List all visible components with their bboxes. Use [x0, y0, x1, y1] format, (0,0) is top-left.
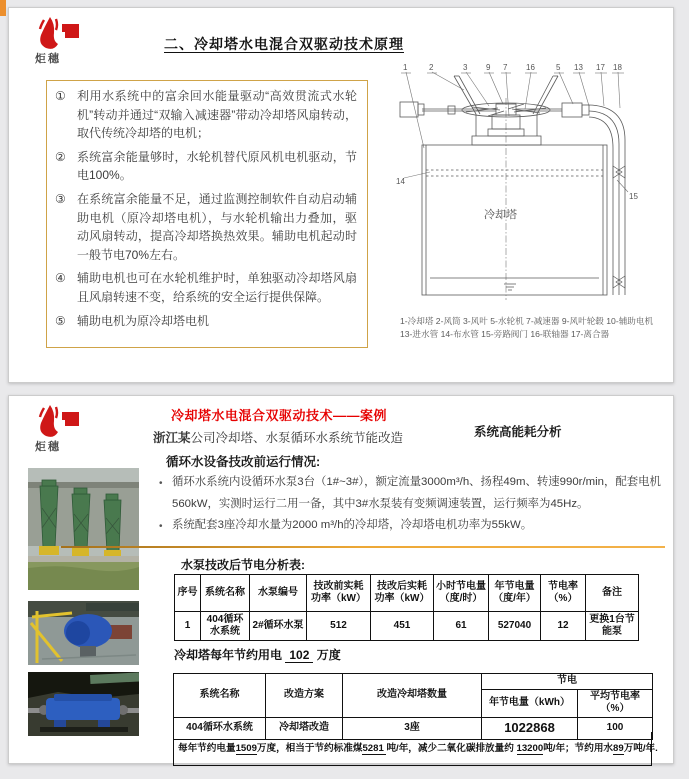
bullet-item: [159, 472, 671, 515]
list-item-number: ③: [55, 191, 66, 206]
company-logo: [35, 16, 87, 66]
list-item-text: 利用水系统中的富余回水能量驱动“高效贯流式水轮机”转动并通过“双输入减速器”带动冷却塔风扇转动，取代传统冷却塔的电机；: [77, 89, 357, 141]
col-header: 年节电量（度/年）: [489, 575, 541, 612]
cell: 61: [434, 612, 489, 641]
pump-savings-table: [174, 574, 639, 641]
cell: 1: [175, 612, 201, 641]
slide1-title: 二、冷却塔水电混合双驱动技术原理: [164, 36, 404, 52]
table2-footer-summary: [173, 732, 658, 766]
callout-5: 5: [556, 63, 561, 72]
bullet-text: 系统配套3座冷却水量为2000 m³/h的冷却塔，冷却塔电机功率为55kW。: [172, 519, 533, 532]
col-header: 改造方案: [266, 674, 343, 718]
list-item: [55, 87, 357, 143]
note-value: 102: [285, 648, 313, 663]
section-divider-line: [61, 546, 665, 548]
list-item: [55, 148, 357, 185]
callout-18: 18: [613, 63, 622, 72]
table1-title: 水泵技改后节电分析表:: [181, 558, 305, 572]
callout-14: 14: [396, 177, 405, 186]
legend-line-2: 13-进水管 14-布水管 15-旁路阀门 16-联轴器 17-离合器: [400, 329, 610, 340]
footer-text: 每年节约电量: [178, 743, 236, 754]
cell: 3座: [343, 717, 482, 739]
bullet-marker: •: [159, 521, 163, 533]
tower-label: 冷却塔: [484, 209, 517, 221]
col-header: 节电率（%）: [541, 575, 586, 612]
section-heading: 循环水设备技改前运行情况:: [166, 455, 321, 469]
callout-17: 17: [596, 63, 605, 72]
bullet-marker: •: [159, 478, 163, 489]
logo-text: 炬穗: [35, 441, 61, 453]
flame-logo-icon: [35, 404, 83, 440]
principle-list-box: [46, 80, 368, 348]
col-header: 年节电量（kWh）: [482, 689, 578, 717]
list-item: [55, 190, 357, 264]
cell: 冷却塔改造: [266, 717, 343, 739]
col-header: 系统名称: [174, 674, 266, 718]
cooling-tower-diagram: [392, 60, 677, 342]
callout-1: 1: [403, 63, 408, 72]
callout-13: 13: [574, 63, 583, 72]
col-header: 技改前实耗功率（kW）: [307, 575, 371, 612]
callout-7: 7: [503, 63, 508, 72]
list-item-number: ⑤: [55, 313, 66, 328]
cell: 1022868: [482, 717, 578, 739]
callout-16: 16: [526, 63, 535, 72]
col-header: 小时节电量（度/时）: [434, 575, 489, 612]
list-item-text: 在系统富余能量不足，通过监测控制软件自动启动辅助电机（原冷却塔电机），与水轮机输出力叠加，驱动风扇转动，提高冷却塔换热效果。辅助电机起动时一般节电70%左右。: [77, 191, 357, 262]
footer-value: 5281: [362, 743, 387, 754]
col-header: 技改后实耗功率（kW）: [371, 575, 434, 612]
list-item-number: ①: [55, 89, 66, 103]
callout-3: 3: [463, 63, 468, 72]
col-header: 序号: [175, 575, 201, 612]
cell: 527040: [489, 612, 541, 641]
note-prefix: 冷却塔每年节约用电: [174, 648, 283, 662]
list-item-text: 辅助电机也可在水轮机维护时，单独驱动冷却塔风扇且风扇转速不变，给系统的安全运行提供保障。: [77, 271, 357, 304]
cell: 2#循环水泵: [250, 612, 307, 641]
slide2-title: 冷却塔水电混合双驱动技术——案例: [171, 408, 388, 423]
bullet-item: [159, 515, 671, 537]
list-item-text: 辅助电机为原冷却塔电机: [77, 313, 210, 328]
legend-line-1: 1-冷却塔 2-风筒 3-风叶 5-水轮机 7-减速器 9-风叶轮毂 10-辅助电机: [400, 316, 654, 326]
footer-value: 1509: [235, 743, 257, 754]
list-item-number: ④: [55, 271, 66, 286]
callout-15: 15: [629, 192, 638, 201]
photo-gearbox-drive-unit: [28, 672, 139, 741]
cooling-tower-schematic-drawing: [392, 60, 677, 312]
list-item: [55, 269, 357, 306]
company-logo: [35, 404, 87, 454]
annual-saving-note: [174, 646, 341, 663]
cell: 12: [541, 612, 586, 641]
group-header: 节电: [482, 674, 653, 690]
callout-9: 9: [486, 63, 491, 72]
cell: 404循环水系统: [201, 612, 250, 641]
footer-text: 万吨/年.: [623, 743, 658, 754]
footer-text: 万度，相当于节约标准煤: [256, 743, 363, 754]
logo-text: 炬穗: [35, 53, 61, 65]
list-item-text: 系统富余能量够时，水轮机替代原风机电机驱动，节电100%。: [77, 149, 357, 183]
slide2-subtitle: [153, 428, 403, 446]
analysis-heading: 系统高能耗分析: [474, 425, 562, 439]
cell: 更换1台节能泵: [586, 612, 639, 641]
col-header: 备注: [586, 575, 639, 612]
diagram-legend: [392, 315, 677, 342]
photo-circulating-pump: [28, 601, 139, 670]
note-suffix: 万度: [316, 648, 341, 662]
bullet-list: [159, 472, 671, 537]
cell: 100: [578, 717, 653, 739]
col-header: 水泵编号: [250, 575, 307, 612]
col-header: 系统名称: [201, 575, 250, 612]
callout-2: 2: [429, 63, 434, 72]
window-corner-accent: [0, 0, 6, 16]
subtitle-company: 浙江某: [153, 431, 191, 445]
list-item-number: ②: [55, 149, 66, 164]
cell: 404循环水系统: [174, 717, 266, 739]
flame-logo-icon: [35, 16, 83, 52]
cell: 512: [307, 612, 371, 641]
table-row: [175, 612, 639, 641]
slide-principle: [8, 7, 674, 383]
photo-cooling-tower-site: [28, 468, 139, 595]
footer-text: 吨/年，减少二氧化碳排放量约: [386, 743, 517, 754]
col-header: 平均节电率（%）: [578, 689, 653, 717]
tower-retrofit-table: [173, 673, 653, 740]
subtitle-rest: 公司冷却塔、水泵循环水系统节能改造: [190, 431, 404, 445]
footer-value: 89: [613, 743, 624, 754]
bullet-text: 循环水系统内设循环水泵3台（1#~3#），额定流量3000m³/h、扬程49m、转速990r/min，配套电机560kW，实测时运行二用一备，其中3#水泵装有变频调速装置，运行频率为45Hz。: [172, 476, 661, 510]
list-item: [55, 312, 357, 331]
col-header: 改造冷却塔数量: [343, 674, 482, 718]
cell: 451: [371, 612, 434, 641]
slide-case-study: [8, 395, 674, 764]
footer-text: 吨/年；节约用水: [543, 743, 614, 754]
table-group-header-row: [174, 674, 653, 690]
table-header-row: [175, 575, 639, 612]
footer-value: 13200: [516, 743, 544, 754]
